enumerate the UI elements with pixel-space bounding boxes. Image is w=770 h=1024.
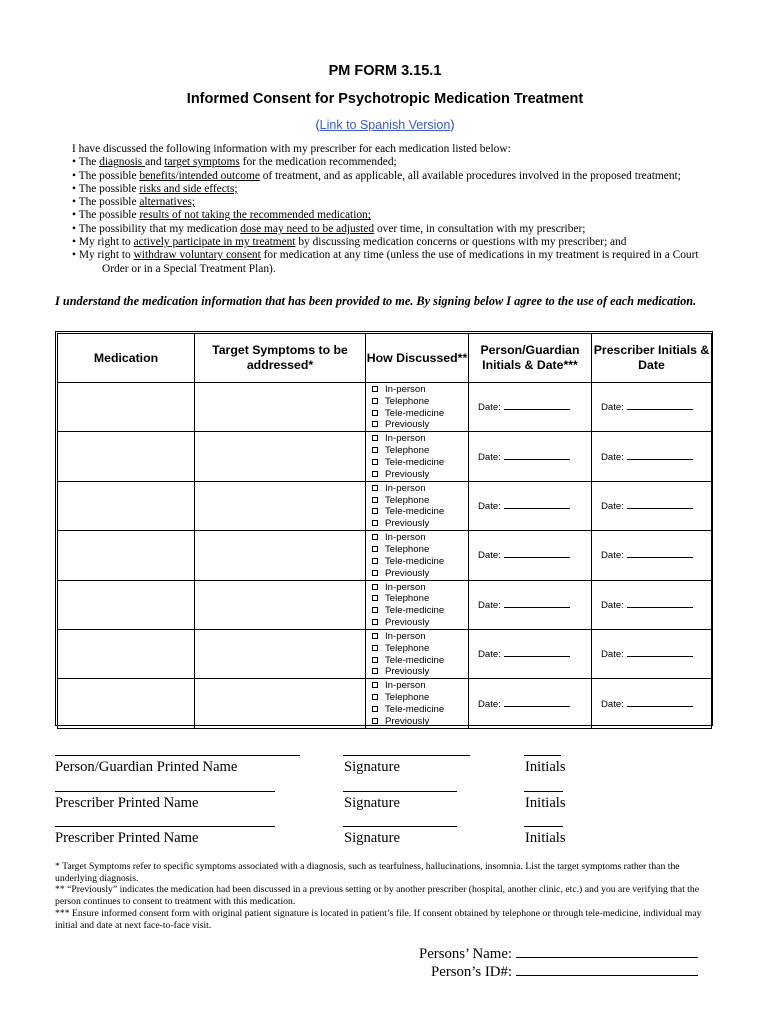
option-label: In-person (385, 630, 426, 642)
checkbox-icon[interactable] (372, 668, 378, 674)
how-discussed-option[interactable] (372, 469, 468, 481)
prescriber-signature-label-2: Signature (344, 830, 400, 846)
date-label: Date: (478, 599, 501, 611)
option-label: Previously (385, 715, 430, 727)
prescriber-date-cell (592, 629, 712, 678)
date-field[interactable] (504, 698, 570, 707)
medication-cell[interactable] (58, 531, 195, 580)
medication-rows (58, 383, 712, 729)
table-row (58, 432, 712, 481)
medication-cell[interactable] (58, 679, 195, 728)
guardian-date-cell (469, 580, 592, 629)
checkbox-icon[interactable] (372, 694, 378, 700)
how-discussed-cell (366, 531, 469, 580)
persons-name-row (419, 943, 698, 963)
guardian-date-cell (469, 531, 592, 580)
date-label: Date: (601, 599, 624, 611)
persons-id-row (431, 961, 698, 981)
guardian-initials-line[interactable] (524, 755, 561, 756)
bullet-alternatives: • The possible alternatives; (72, 196, 196, 209)
how-discussed-option[interactable] (372, 617, 468, 629)
bullet-participate: • My right to actively participate in my treatment by discussing medication concerns or questions with my prescriber; and (72, 236, 627, 249)
target-symptoms-cell[interactable] (195, 531, 366, 580)
option-label: Previously (385, 468, 430, 480)
guardian-date-cell (469, 432, 592, 481)
medication-cell[interactable] (58, 580, 195, 629)
guardian-name-label: Person/Guardian Printed Name (55, 759, 238, 775)
option-label: Telephone (385, 445, 430, 457)
option-label: In-person (385, 680, 426, 692)
persons-id-label: Person’s ID#: (431, 964, 512, 980)
target-symptoms-cell[interactable] (195, 383, 366, 432)
option-label: Tele-medicine (385, 654, 445, 666)
footnote-consent-file: *** Ensure informed consent form with original patient signature is located in patient’s file. If consent obtained by telephone or through tele-medicine, individual may initial and date at next face-to-face visit. (55, 907, 702, 931)
header-medication: Medication (58, 334, 195, 383)
checkbox-icon[interactable] (372, 546, 378, 552)
how-discussed-option[interactable] (372, 384, 468, 396)
guardian-signature-label: Signature (344, 759, 400, 775)
persons-id-field[interactable] (516, 961, 698, 976)
date-field[interactable] (627, 698, 693, 707)
how-discussed-option[interactable] (372, 445, 468, 457)
how-discussed-option[interactable] (372, 605, 468, 617)
how-discussed-option[interactable] (372, 593, 468, 605)
bullet-withdraw: • My right to withdraw voluntary consent for medication at any time (unless the use of medications in my treatment is required in a Court (72, 249, 699, 262)
prescriber-date-cell (592, 531, 712, 580)
prescriber-name-label-2: Prescriber Printed Name (55, 830, 199, 846)
footnote-previously: ** “Previously” indicates the medication had been discussed in a previous setting or by another prescriber (hospital, another clinic, etc.) and you are verifying that the person continues to consent to treatment with this medication. (55, 884, 700, 908)
how-discussed-option[interactable] (372, 544, 468, 556)
persons-name-label: Persons’ Name: (418, 946, 512, 962)
link-paren-close: ) (450, 118, 455, 132)
checkbox-icon[interactable] (372, 485, 378, 491)
how-discussed-cell (366, 383, 469, 432)
checkbox-icon[interactable] (372, 471, 378, 477)
date-label: Date: (478, 402, 501, 414)
date-label: Date: (478, 649, 501, 661)
date-label: Date: (601, 402, 624, 414)
link-paren-open: ( (315, 118, 320, 132)
prescriber-signature-line-2[interactable] (343, 826, 457, 827)
how-discussed-option[interactable] (372, 495, 468, 507)
checkbox-icon[interactable] (372, 682, 378, 688)
date-field[interactable] (627, 500, 693, 509)
table-row (58, 629, 712, 678)
spanish-link-line (0, 118, 770, 132)
form-number: PM FORM 3.15.1 (328, 63, 442, 79)
bullet-dose: • The possibility that my medication dose may need to be adjusted over time, in consultation with my prescriber; (72, 222, 586, 235)
how-discussed-option[interactable] (372, 643, 468, 655)
prescriber-signature-line-1[interactable] (343, 791, 457, 792)
target-symptoms-cell[interactable] (195, 580, 366, 629)
header-guardian-initials: Person/Guardian Initials & Date*** (469, 334, 592, 383)
date-field[interactable] (504, 401, 570, 410)
option-label: Tele-medicine (385, 605, 445, 617)
prescriber-initials-line-1[interactable] (524, 791, 563, 792)
target-symptoms-cell[interactable] (195, 629, 366, 678)
prescriber-name-line-2[interactable] (55, 826, 275, 827)
spanish-version-link[interactable]: Link to Spanish Version (319, 118, 451, 132)
medication-cell[interactable] (58, 481, 195, 530)
option-label: Telephone (385, 395, 430, 407)
bullet-risks: • The possible risks and side effects; (72, 182, 238, 195)
target-symptoms-cell[interactable] (195, 679, 366, 728)
footnotes (55, 861, 715, 931)
date-field[interactable] (627, 549, 693, 558)
date-field[interactable] (627, 451, 693, 460)
checkbox-icon[interactable] (372, 435, 378, 441)
medication-table (57, 333, 712, 729)
how-discussed-cell (366, 580, 469, 629)
header-how-discussed: How Discussed** (366, 334, 469, 383)
date-field[interactable] (627, 401, 693, 410)
checkbox-icon[interactable] (372, 398, 378, 404)
option-label: In-person (385, 384, 426, 395)
date-field[interactable] (627, 599, 693, 608)
checkbox-icon[interactable] (372, 497, 378, 503)
how-discussed-cell (366, 481, 469, 530)
date-field[interactable] (504, 599, 570, 608)
guardian-date-cell (469, 383, 592, 432)
target-symptoms-cell[interactable] (195, 481, 366, 530)
checkbox-icon[interactable] (372, 633, 378, 639)
guardian-date-cell (469, 481, 592, 530)
how-discussed-option[interactable] (372, 457, 468, 469)
how-discussed-option[interactable] (372, 433, 468, 445)
checkbox-icon[interactable] (372, 584, 378, 590)
bullet-results: • The possible results of not taking the recommended medication; (72, 209, 371, 222)
date-label: Date: (478, 451, 501, 463)
prescriber-date-cell (592, 383, 712, 432)
checkbox-icon[interactable] (372, 534, 378, 540)
checkbox-icon[interactable] (372, 607, 378, 613)
prescriber-date-cell (592, 481, 712, 530)
date-field[interactable] (504, 451, 570, 460)
table-row (58, 481, 712, 530)
bullet-withdraw-continued: Order or in a Special Treatment Plan). (102, 262, 276, 275)
table-row (58, 383, 712, 432)
how-discussed-option[interactable] (372, 532, 468, 544)
date-label: Date: (478, 550, 501, 562)
option-label: Tele-medicine (385, 456, 445, 468)
medication-cell[interactable] (58, 383, 195, 432)
date-label: Date: (601, 550, 624, 562)
medication-cell[interactable] (58, 432, 195, 481)
date-field[interactable] (504, 500, 570, 509)
date-field[interactable] (504, 549, 570, 558)
prescriber-initials-line-2[interactable] (524, 826, 563, 827)
how-discussed-option[interactable] (372, 655, 468, 667)
checkbox-icon[interactable] (372, 570, 378, 576)
intro-lead: I have discussed the following information with my prescriber for each medication listed below: (72, 143, 511, 155)
how-discussed-option[interactable] (372, 518, 468, 530)
prescriber-date-cell (592, 679, 712, 728)
form-title: Informed Consent for Psychotropic Medication Treatment (186, 91, 584, 107)
date-label: Date: (601, 451, 624, 463)
option-label: Telephone (385, 642, 430, 654)
date-label: Date: (601, 698, 624, 710)
guardian-initials-label: Initials (525, 759, 566, 775)
checkbox-icon[interactable] (372, 386, 378, 392)
option-label: Previously (385, 616, 430, 628)
checkbox-icon[interactable] (372, 645, 378, 651)
option-label: Previously (385, 567, 430, 579)
agreement-statement: I understand the medication information that has been provided to me. By signing below I agree to the use of each medication. (55, 294, 697, 308)
header-target-symptoms: Target Symptoms to be addressed* (195, 334, 366, 383)
target-symptoms-cell[interactable] (195, 432, 366, 481)
footnote-target-symptoms: * Target Symptoms refer to specific symptoms associated with a diagnosis, such as tearfulness, hallucinations, insomnia. List the target symptoms rather than the underlying diagnosis. (55, 861, 680, 884)
option-label: Tele-medicine (385, 555, 445, 567)
how-discussed-cell (366, 432, 469, 481)
prescriber-name-line-1[interactable] (55, 791, 275, 792)
how-discussed-option[interactable] (372, 716, 468, 728)
table-header-row (58, 334, 712, 383)
option-label: Previously (385, 666, 430, 678)
checkbox-icon[interactable] (372, 421, 378, 427)
checkbox-icon[interactable] (372, 459, 378, 465)
prescriber-initials-label-1: Initials (525, 795, 566, 811)
option-label: In-person (385, 482, 426, 494)
date-label: Date: (601, 649, 624, 661)
option-label: Tele-medicine (385, 506, 445, 518)
prescriber-date-cell (592, 580, 712, 629)
how-discussed-option[interactable] (372, 506, 468, 518)
how-discussed-option[interactable] (372, 568, 468, 580)
option-label: In-person (385, 581, 426, 593)
date-label: Date: (478, 500, 501, 512)
checkbox-icon[interactable] (372, 706, 378, 712)
how-discussed-option[interactable] (372, 556, 468, 568)
table-row (58, 679, 712, 728)
how-discussed-option[interactable] (372, 483, 468, 495)
header-prescriber-initials: Prescriber Initials & Date (592, 334, 712, 383)
table-row (58, 531, 712, 580)
table-row (58, 580, 712, 629)
date-field[interactable] (627, 648, 693, 657)
checkbox-icon[interactable] (372, 508, 378, 514)
how-discussed-option[interactable] (372, 408, 468, 420)
option-label: Tele-medicine (385, 407, 445, 419)
consent-statement-list (72, 143, 712, 276)
option-label: Telephone (385, 593, 430, 605)
prescriber-date-cell (592, 432, 712, 481)
medication-cell[interactable] (58, 629, 195, 678)
option-label: Telephone (385, 543, 430, 555)
checkbox-icon[interactable] (372, 595, 378, 601)
guardian-date-cell (469, 629, 592, 678)
date-label: Date: (478, 698, 501, 710)
checkbox-icon[interactable] (372, 558, 378, 564)
prescriber-name-label-1: Prescriber Printed Name (55, 795, 199, 811)
checkbox-icon[interactable] (372, 410, 378, 416)
persons-name-field[interactable] (516, 943, 698, 958)
checkbox-icon[interactable] (372, 657, 378, 663)
how-discussed-option[interactable] (372, 582, 468, 594)
date-field[interactable] (504, 648, 570, 657)
how-discussed-option[interactable] (372, 419, 468, 431)
guardian-signature-line[interactable] (343, 755, 470, 756)
guardian-name-line[interactable] (55, 755, 300, 756)
option-label: Previously (385, 518, 430, 530)
option-label: Telephone (385, 692, 430, 704)
guardian-date-cell (469, 679, 592, 728)
how-discussed-option[interactable] (372, 704, 468, 716)
option-label: In-person (385, 433, 426, 445)
checkbox-icon[interactable] (372, 718, 378, 724)
date-label: Date: (601, 500, 624, 512)
medication-table-frame (55, 331, 713, 726)
prescriber-initials-label-2: Initials (525, 830, 566, 846)
how-discussed-option[interactable] (372, 396, 468, 408)
checkbox-icon[interactable] (372, 520, 378, 526)
how-discussed-option[interactable] (372, 680, 468, 692)
bullet-diagnosis: • The diagnosis and target symptoms for the medication recommended; (72, 156, 397, 169)
how-discussed-option[interactable] (372, 631, 468, 643)
how-discussed-option[interactable] (372, 666, 468, 678)
checkbox-icon[interactable] (372, 447, 378, 453)
checkbox-icon[interactable] (372, 619, 378, 625)
option-label: Telephone (385, 494, 430, 506)
how-discussed-cell (366, 679, 469, 728)
how-discussed-cell (366, 629, 469, 678)
option-label: In-person (385, 532, 426, 544)
how-discussed-option[interactable] (372, 692, 468, 704)
prescriber-signature-label-1: Signature (344, 795, 400, 811)
option-label: Previously (385, 419, 430, 431)
bullet-benefits: • The possible benefits/intended outcome of treatment, and as applicable, all available procedures involved in the proposed treatment; (72, 169, 681, 182)
option-label: Tele-medicine (385, 703, 445, 715)
